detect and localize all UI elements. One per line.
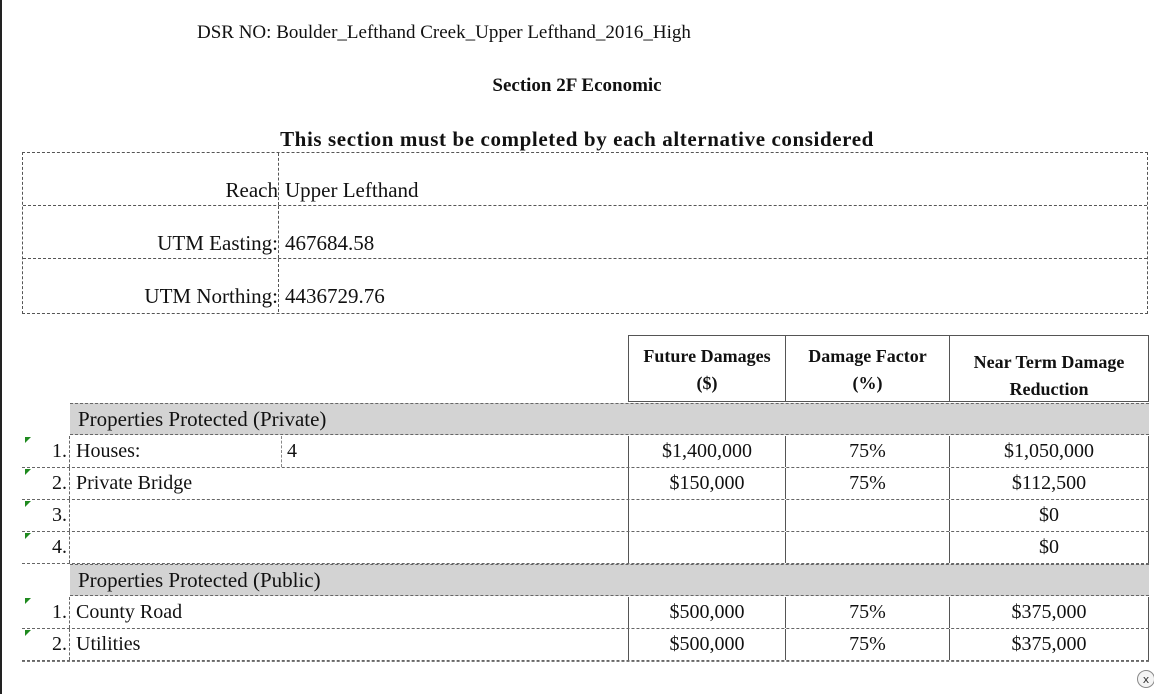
utm-easting-label: UTM Easting: bbox=[23, 206, 279, 258]
damage-factor-cell bbox=[786, 532, 949, 563]
damage-factor-cell: 75% bbox=[849, 601, 886, 623]
damage-factor-cell: 75% bbox=[849, 472, 886, 494]
row-number: 4. bbox=[22, 532, 70, 563]
header-damage-factor-line1: Damage Factor bbox=[808, 346, 927, 366]
row-label bbox=[70, 532, 650, 563]
table-row-private-1 bbox=[22, 436, 1149, 468]
reach-value: Upper Lefthand bbox=[285, 178, 419, 202]
utm-easting-row bbox=[23, 206, 1147, 259]
location-info-box bbox=[22, 152, 1148, 314]
section-title: Section 2F Economic bbox=[492, 75, 662, 96]
utm-northing-row bbox=[23, 259, 1147, 312]
row-label: Houses: bbox=[76, 440, 141, 462]
header-near-term-reduction bbox=[949, 335, 1149, 402]
row-number: 1. bbox=[22, 597, 70, 628]
header-near-term-reduction-line1: Near Term Damage bbox=[973, 352, 1125, 372]
header-future-damages-line1: Future Damages bbox=[643, 346, 771, 366]
dsr-label: DSR NO: bbox=[197, 22, 272, 43]
damage-factor-cell: 75% bbox=[849, 440, 886, 462]
utm-northing-label: UTM Northing: bbox=[23, 259, 279, 312]
header-damage-factor-line2: (%) bbox=[852, 373, 883, 393]
near-term-reduction-cell: $375,000 bbox=[949, 597, 1149, 628]
near-term-reduction-cell: $0 bbox=[949, 500, 1149, 531]
group-private-properties: Properties Protected (Private) bbox=[70, 403, 1149, 435]
table-row-public-2 bbox=[22, 629, 1149, 661]
future-damages-cell: $1,400,000 bbox=[628, 436, 786, 467]
close-icon[interactable]: x bbox=[1137, 670, 1154, 688]
table-row-private-2 bbox=[22, 468, 1149, 500]
utm-easting-value: 467684.58 bbox=[285, 231, 375, 255]
header-future-damages bbox=[628, 335, 786, 402]
future-damages-cell: $500,000 bbox=[628, 597, 786, 628]
group-public-properties: Properties Protected (Public) bbox=[70, 564, 1149, 596]
row-number: 2. bbox=[22, 468, 70, 499]
row-label: Utilities bbox=[76, 633, 141, 655]
future-damages-cell bbox=[628, 500, 786, 531]
reach-label: Reach bbox=[23, 153, 279, 205]
near-term-reduction-cell: $375,000 bbox=[949, 629, 1149, 660]
table-row-private-3 bbox=[22, 500, 1149, 532]
dsr-number bbox=[197, 22, 691, 44]
damage-factor-cell bbox=[786, 500, 949, 531]
near-term-reduction-cell: $0 bbox=[949, 532, 1149, 563]
reach-row bbox=[23, 153, 1147, 206]
row-quantity: 4 bbox=[281, 436, 301, 467]
header-near-term-reduction-line2: Reduction bbox=[1009, 379, 1089, 399]
header-future-damages-line2: ($) bbox=[696, 373, 718, 393]
near-term-reduction-cell: $1,050,000 bbox=[949, 436, 1149, 467]
table-row-private-4 bbox=[22, 532, 1149, 564]
row-number: 2. bbox=[22, 629, 70, 660]
dsr-value: Boulder_Lefthand Creek_Upper Lefthand_2016_High bbox=[276, 22, 691, 43]
table-row-public-1 bbox=[22, 597, 1149, 629]
row-number: 3. bbox=[22, 500, 70, 531]
table-bottom-edge bbox=[22, 661, 1149, 662]
future-damages-cell: $150,000 bbox=[628, 468, 786, 499]
row-label: County Road bbox=[76, 601, 183, 623]
instruction-heading: This section must be completed by each alternative considered bbox=[280, 127, 874, 151]
damage-factor-cell: 75% bbox=[849, 633, 886, 655]
row-number: 1. bbox=[22, 436, 70, 467]
header-damage-factor bbox=[786, 335, 949, 402]
row-label bbox=[70, 500, 650, 531]
row-label: Private Bridge bbox=[76, 472, 193, 494]
future-damages-cell: $500,000 bbox=[628, 629, 786, 660]
near-term-reduction-cell: $112,500 bbox=[949, 468, 1149, 499]
future-damages-cell bbox=[628, 532, 786, 563]
utm-northing-value: 4436729.76 bbox=[285, 284, 385, 308]
